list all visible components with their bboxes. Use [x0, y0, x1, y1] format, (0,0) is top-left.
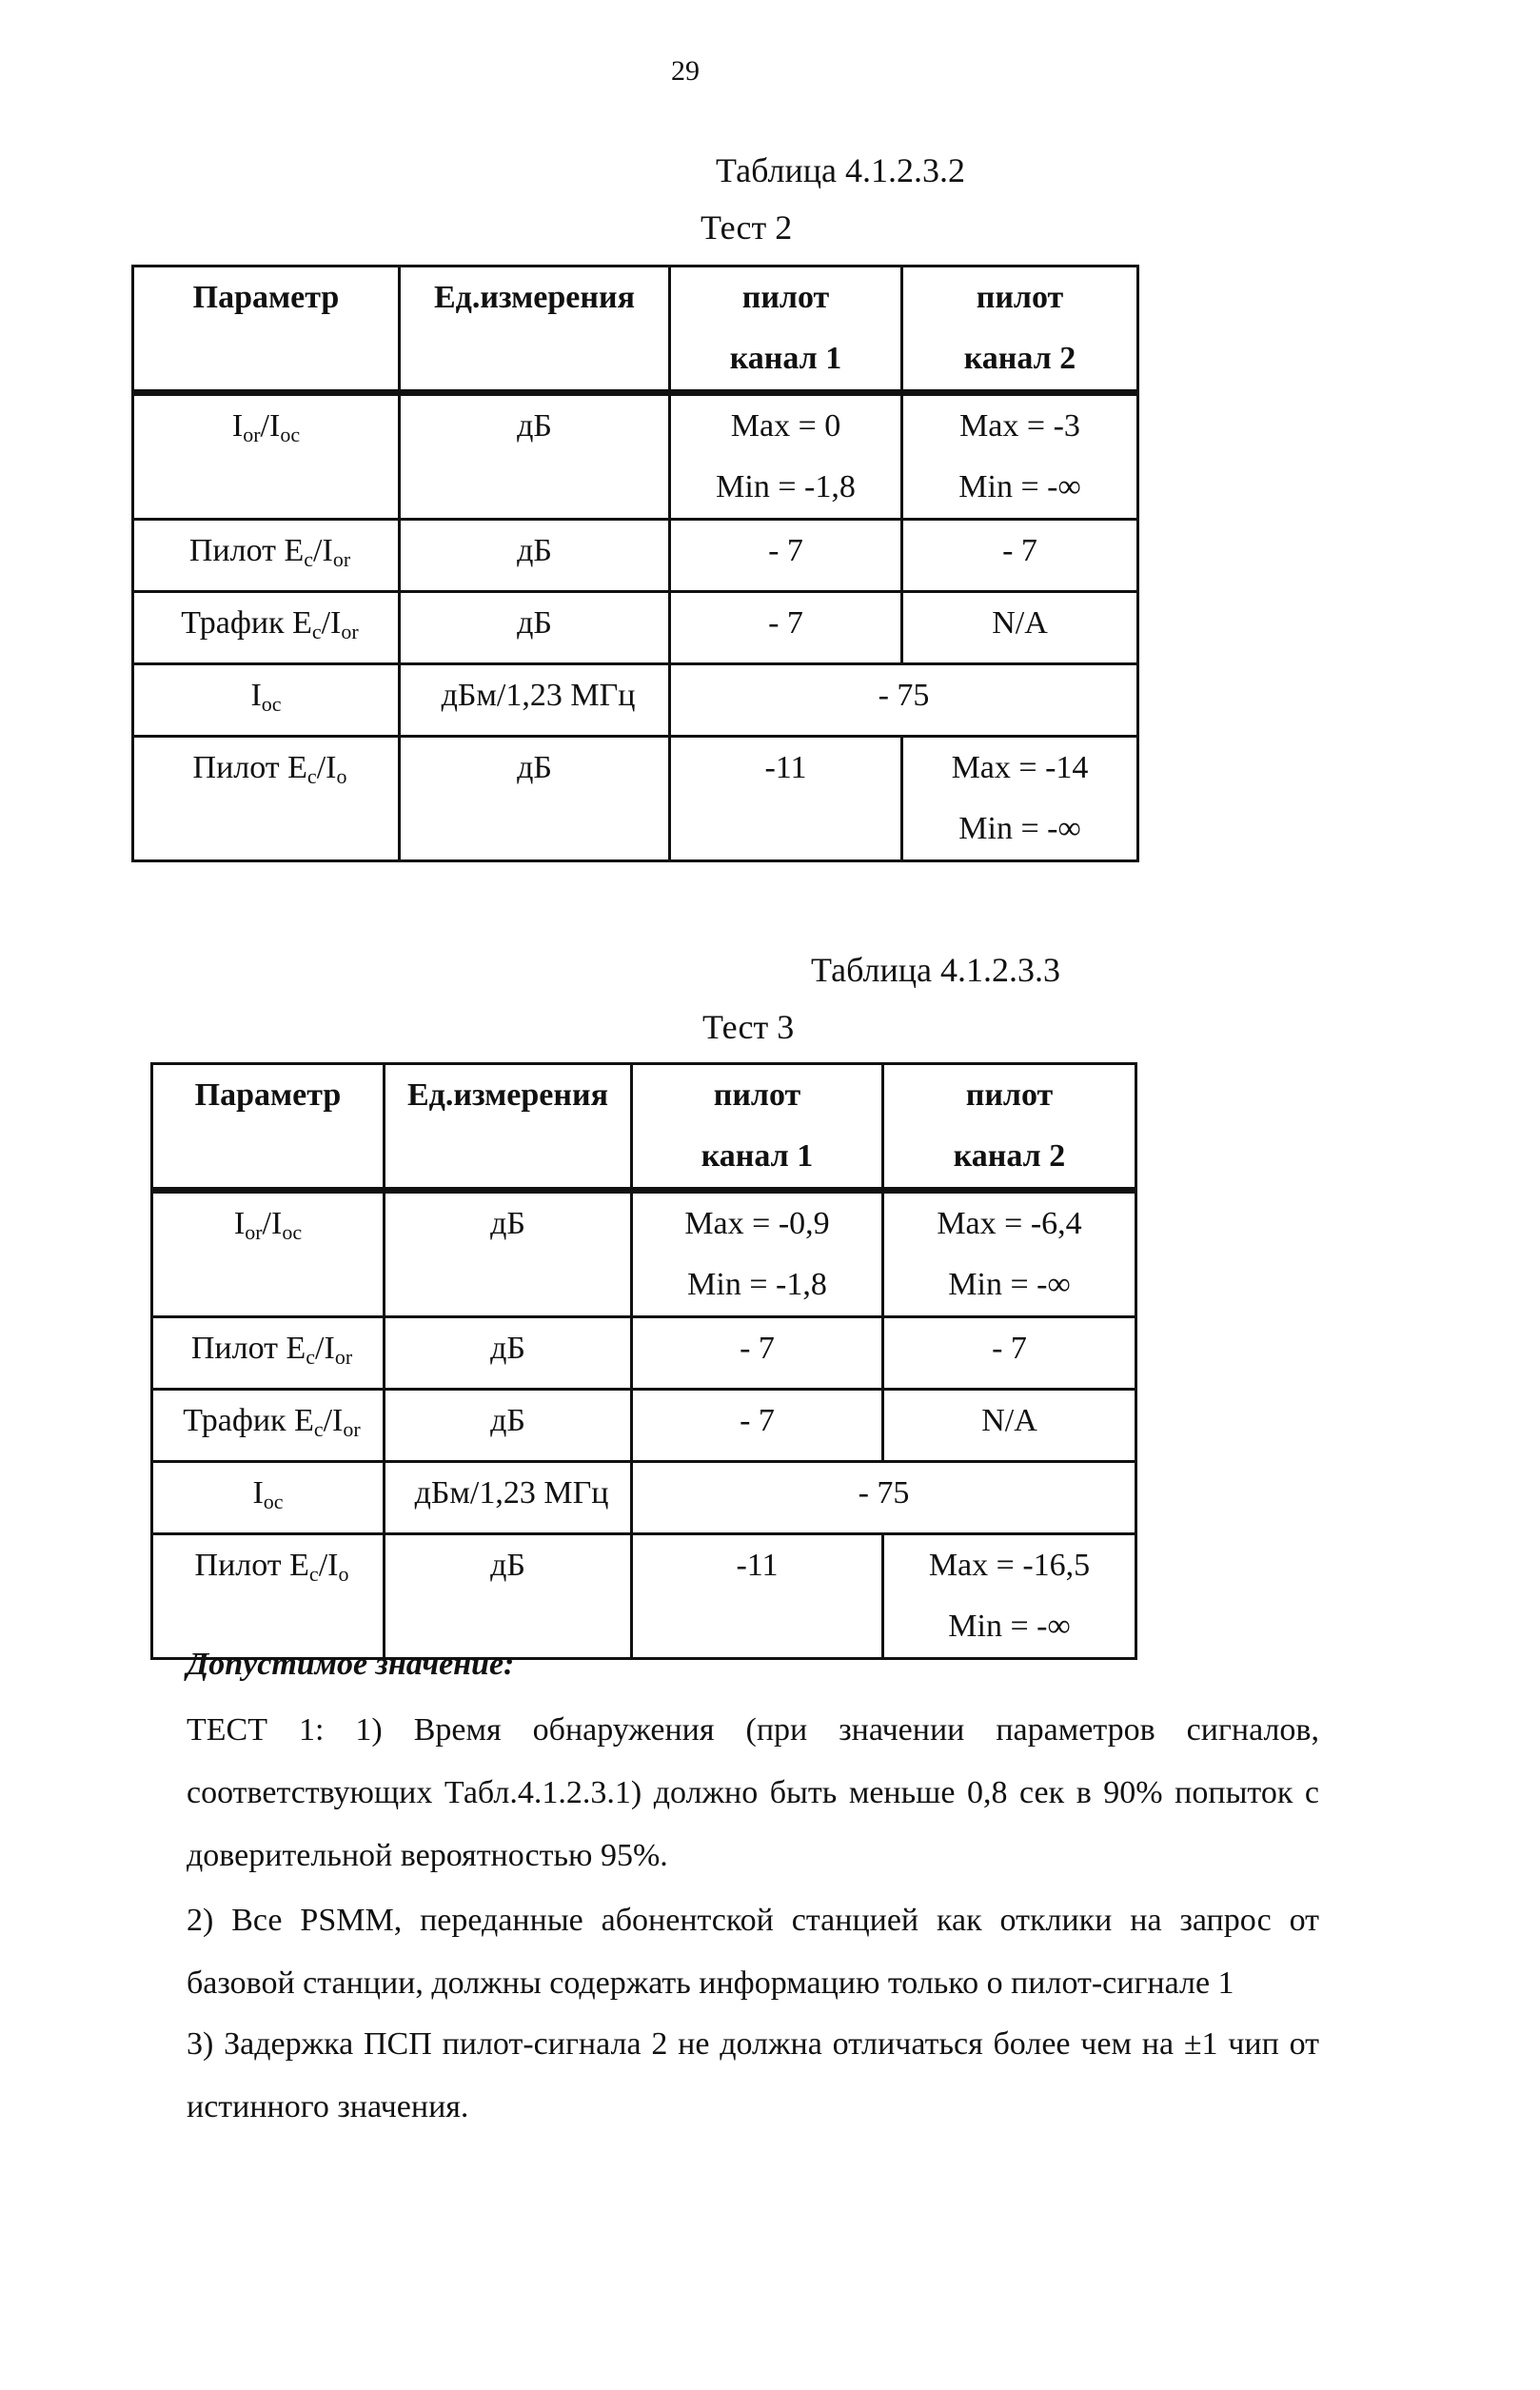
param-cell: Трафик $E_c/I_{or}$ — [133, 592, 400, 664]
table1 — [131, 265, 1139, 862]
value-cell: Max = 0 Min = -1,8 — [670, 393, 902, 520]
value-cell: - 7 — [632, 1390, 883, 1462]
value-cell: Max = -3 Min = -∞ — [902, 393, 1138, 520]
table1-caption: Таблица 4.1.2.3.2 — [716, 151, 965, 189]
table1-header-ch1: пилот канал 1 — [670, 267, 902, 393]
table1-header-ch2: пилот канал 2 — [902, 267, 1138, 393]
unit-cell: дБм/1,23 МГц — [385, 1462, 632, 1534]
table2-header-unit: Ед.измерения — [385, 1064, 632, 1191]
param-cell: $I_{oc}$ — [133, 664, 400, 737]
unit-cell: дБ — [400, 393, 670, 520]
value-cell: N/A — [883, 1390, 1136, 1462]
table-row — [152, 1462, 1136, 1534]
merged-value-cell: - 75 — [632, 1462, 1136, 1534]
value-cell: Max = -16,5 Min = -∞ — [883, 1534, 1136, 1659]
param-cell: $I_{or}/I_{oc}$ — [133, 393, 400, 520]
unit-cell: дБ — [385, 1390, 632, 1462]
param-cell: $I_{oc}$ — [152, 1462, 385, 1534]
param-cell: Пилот $E_c/I_{or}$ — [133, 520, 400, 592]
unit-cell: дБ — [400, 737, 670, 861]
value-cell: - 7 — [670, 520, 902, 592]
table2-header-param: Параметр — [152, 1064, 385, 1191]
table2 — [150, 1062, 1137, 1660]
unit-cell: дБ — [385, 1191, 632, 1317]
page-number: 29 — [671, 55, 700, 87]
table1-header-unit: Ед.измерения — [400, 267, 670, 393]
table-row — [152, 1317, 1136, 1390]
unit-cell: дБ — [400, 520, 670, 592]
param-cell: $I_{or}/I_{oc}$ — [152, 1191, 385, 1317]
value-cell: -11 — [632, 1534, 883, 1659]
unit-cell: дБ — [385, 1534, 632, 1659]
param-cell: Трафик $E_c/I_{or}$ — [152, 1390, 385, 1462]
param-cell: Пилот $E_c/I_o$ — [133, 737, 400, 861]
acceptable-paragraph-1: ТЕСТ 1: 1) Время обнаружения (при значении параметров сигналов, соответствующих Табл.4.1.2.3.1) должно быть меньше 0,8 сек в 90% попыток с доверительной вероятностью 95%. — [187, 1712, 1319, 1873]
table1-header-param: Параметр — [133, 267, 400, 393]
value-cell: - 7 — [883, 1317, 1136, 1390]
table2-header-ch1: пилот канал 1 — [632, 1064, 883, 1191]
table1-test-label: Тест 2 — [701, 208, 793, 247]
table-row — [133, 737, 1138, 861]
param-cell: Пилот $E_c/I_o$ — [152, 1534, 385, 1659]
acceptable-paragraph-3: 3) Задержка ПСП пилот-сигнала 2 не должна отличаться более чем на ±1 чип от истинного значения. — [187, 2026, 1319, 2124]
value-cell: - 7 — [632, 1317, 883, 1390]
acceptable-title: Допустимое значение: — [187, 1647, 515, 1682]
unit-cell: дБ — [400, 592, 670, 664]
value-cell: - 7 — [902, 520, 1138, 592]
table2-test-label: Тест 3 — [702, 1008, 795, 1046]
value-cell: N/A — [902, 592, 1138, 664]
value-cell: Max = -0,9 Min = -1,8 — [632, 1191, 883, 1317]
merged-value-cell: - 75 — [670, 664, 1138, 737]
unit-cell: дБм/1,23 МГц — [400, 664, 670, 737]
table2-caption: Таблица 4.1.2.3.3 — [811, 951, 1060, 989]
unit-cell: дБ — [385, 1317, 632, 1390]
table2-header-ch2: пилот канал 2 — [883, 1064, 1136, 1191]
table-row — [133, 520, 1138, 592]
value-cell: Max = -14 Min = -∞ — [902, 737, 1138, 861]
value-cell: -11 — [670, 737, 902, 861]
value-cell: - 7 — [670, 592, 902, 664]
table-row — [152, 1534, 1136, 1659]
value-cell: Max = -6,4 Min = -∞ — [883, 1191, 1136, 1317]
param-cell: Пилот $E_c/I_{or}$ — [152, 1317, 385, 1390]
table-row — [152, 1191, 1136, 1317]
table-row — [133, 592, 1138, 664]
table-row — [133, 393, 1138, 520]
acceptable-paragraph-2: 2) Все PSMM, переданные абонентской станцией как отклики на запрос от базовой станции, должны содержать информацию только о пилот-сигнале 1 — [187, 1903, 1319, 2001]
table-row — [133, 664, 1138, 737]
table-row — [152, 1390, 1136, 1462]
